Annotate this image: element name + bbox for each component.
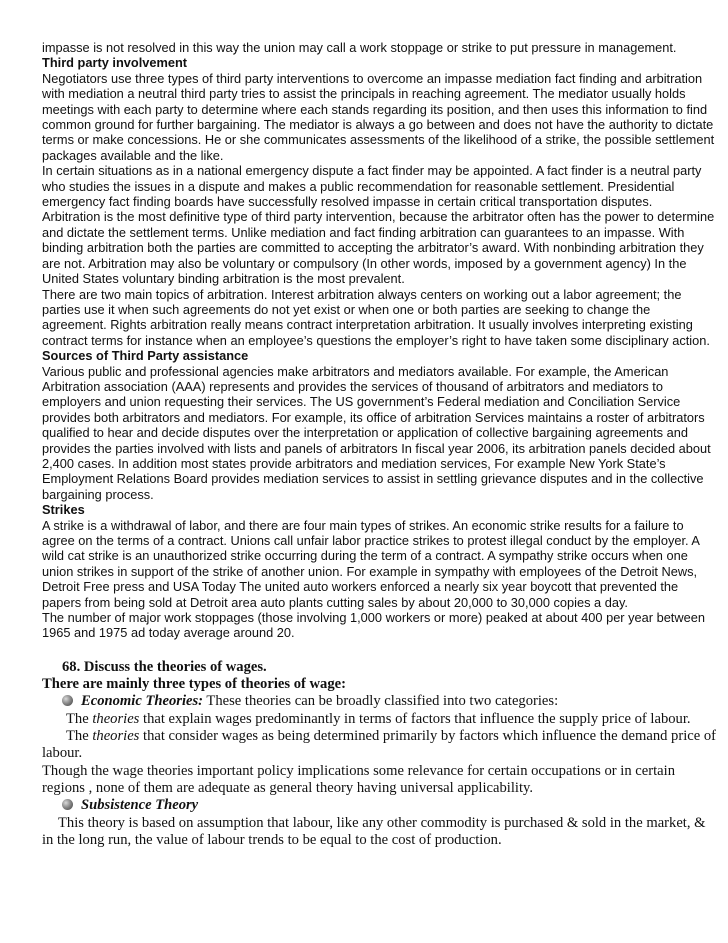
paragraph-mediation: Negotiators use three types of third party interventions to overcome an impasse mediation fact finding and arbitration with mediation a neutral third party tries to assist the principals in reaching agreement. The mediator usually holds meetings with each party to determine where each stands regarding its position, and then uses this information to find common ground for further bargaining. The mediator is always a go between and does not have the authority to dictate terms or make concessions. He or she communicates assessments of the likelihood of a strike, the possible settlement packages available and the like.	[42, 70, 715, 163]
cat2-word: theories	[92, 728, 140, 745]
paragraph-arbitration-topics: There are two main topics of arbitration. Interest arbitration always centers on working out a labor agreement; the parties use it when such agreements do not yet exist or when one or both parties are seeking to change the agreement. Rights arbitration really means contract interpretation arbitration. It usually involves interpreting existing contract terms for instance when an employee’s questions the employer’s right to have taken some disciplinary action.	[42, 286, 710, 348]
paragraph-impasse: impasse is not resolved in this way the union may call a work stoppage or strike to put pressure in management.	[42, 40, 677, 55]
paragraph-wage-theories-note: Though the wage theories important policy implications some relevance for certain occupations or in certain regions , none of them are adequate as general theory having universal applicability.	[42, 762, 675, 796]
cat2-post: that consider wages as being determined primarily by factors which influence the demand price of labour.	[42, 728, 717, 762]
subsistence-theory-label: Subsistence Theory	[81, 797, 199, 814]
heading-strikes: Strikes	[42, 502, 85, 518]
category-demand-price	[42, 728, 718, 763]
paragraph-work-stoppages: The number of major work stoppages (those involving 1,000 workers or more) peaked at about 400 per year between 1965 and 1975 ad today average around 20.	[42, 610, 705, 641]
paragraph-subsistence	[42, 815, 718, 850]
labour-relations-section	[42, 40, 718, 641]
economic-theories-text: These theories can be broadly classified into two categories:	[203, 693, 559, 710]
cat1-post: that explain wages predominantly in terms of factors that influence the supply price of labour.	[139, 710, 691, 727]
bullet-economic-theories	[42, 693, 718, 710]
economic-theories-label: Economic Theories:	[81, 693, 204, 710]
wages-lead: There are mainly three types of theories of wage:	[42, 676, 346, 693]
paragraph-agencies: Various public and professional agencies make arbitrators and mediators available. For example, the American Arbitration association (AAA) represents and provides the services of thousand of arbitrators and mediators to employers and union requesting their services. The US government’s Federal mediation and Conciliation Service provides both arbitrators and mediators. For example, its office of arbitration Services maintains a roster of arbitrators qualified to hear and decide disputes over the interpretation or application of collective bargaining agreements and provides the parties involved with lists and panels of arbitrators In fiscal year 2006, its arbitration panels decided about 2,400 cases. In addition most states provide arbitrators and mediation services, For example New York State’s Employment Relations Board provides mediation services to assist in settling grievance disputes and in the collective bargaining process.	[42, 363, 711, 502]
paragraph-strike-types: A strike is a withdrawal of labor, and there are four main types of strikes. An economic strike results for a failure to agree on the terms of a contract. Unions call unfair labor practice strikes to protest illegal conduct by the employer. A wild cat strike is an unauthorized strike occurring during the term of a contract. A sympathy strike occurs when one union strikes in support of the strike of another union. For example in sympathy with employees of the Detroit News, Detroit Free press and USA Today The united auto workers enforced a nearly six year boycott that prevented the papers from being sold at Detroit area auto plants cutting sales by about 20,000 to 30,000 copies a day.	[42, 517, 700, 610]
cat1-pre: The	[66, 710, 93, 727]
wages-section	[42, 659, 718, 849]
bullet-icon	[62, 799, 73, 810]
question-68-title: 68. Discuss the theories of wages.	[62, 658, 267, 675]
heading-third-party-involvement: Third party involvement	[42, 55, 188, 71]
document-page	[42, 40, 718, 849]
paragraph-arbitration: Arbitration is the most definitive type of third party intervention, because the arbitrator often has the power to determine and dictate the settlement terms. Unlike mediation and fact finding arbitration can guarantees to an impasse. With binding arbitration both the parties are committed to accepting the arbitrator’s award. With nonbinding arbitration they are not. Arbitration may also be voluntary or compulsory (In other words, imposed by a government agency) In the United States voluntary binding arbitration is the most prevalent.	[42, 209, 715, 287]
heading-sources-third-party: Sources of Third Party assistance	[42, 348, 249, 364]
category-supply-price	[42, 711, 718, 728]
bullet-subsistence-theory	[42, 797, 718, 814]
paragraph-fact-finder: In certain situations as in a national emergency dispute a fact finder may be appointed. A fact finder is a neutral party who studies the issues in a dispute and makes a public recommendation for reasonable settlement. Presidential emergency fact finding boards have successfully resolved impasse in certain critical transportation disputes.	[42, 163, 702, 210]
cat1-word: theories	[92, 710, 140, 727]
cat2-pre: The	[66, 728, 93, 745]
bullet-icon	[62, 695, 73, 706]
subsistence-text: This theory is based on assumption that labour, like any other commodity is purchased & sold in the market, & in the long run, the value of labour trends to be equal to the cost of production.	[42, 814, 706, 848]
